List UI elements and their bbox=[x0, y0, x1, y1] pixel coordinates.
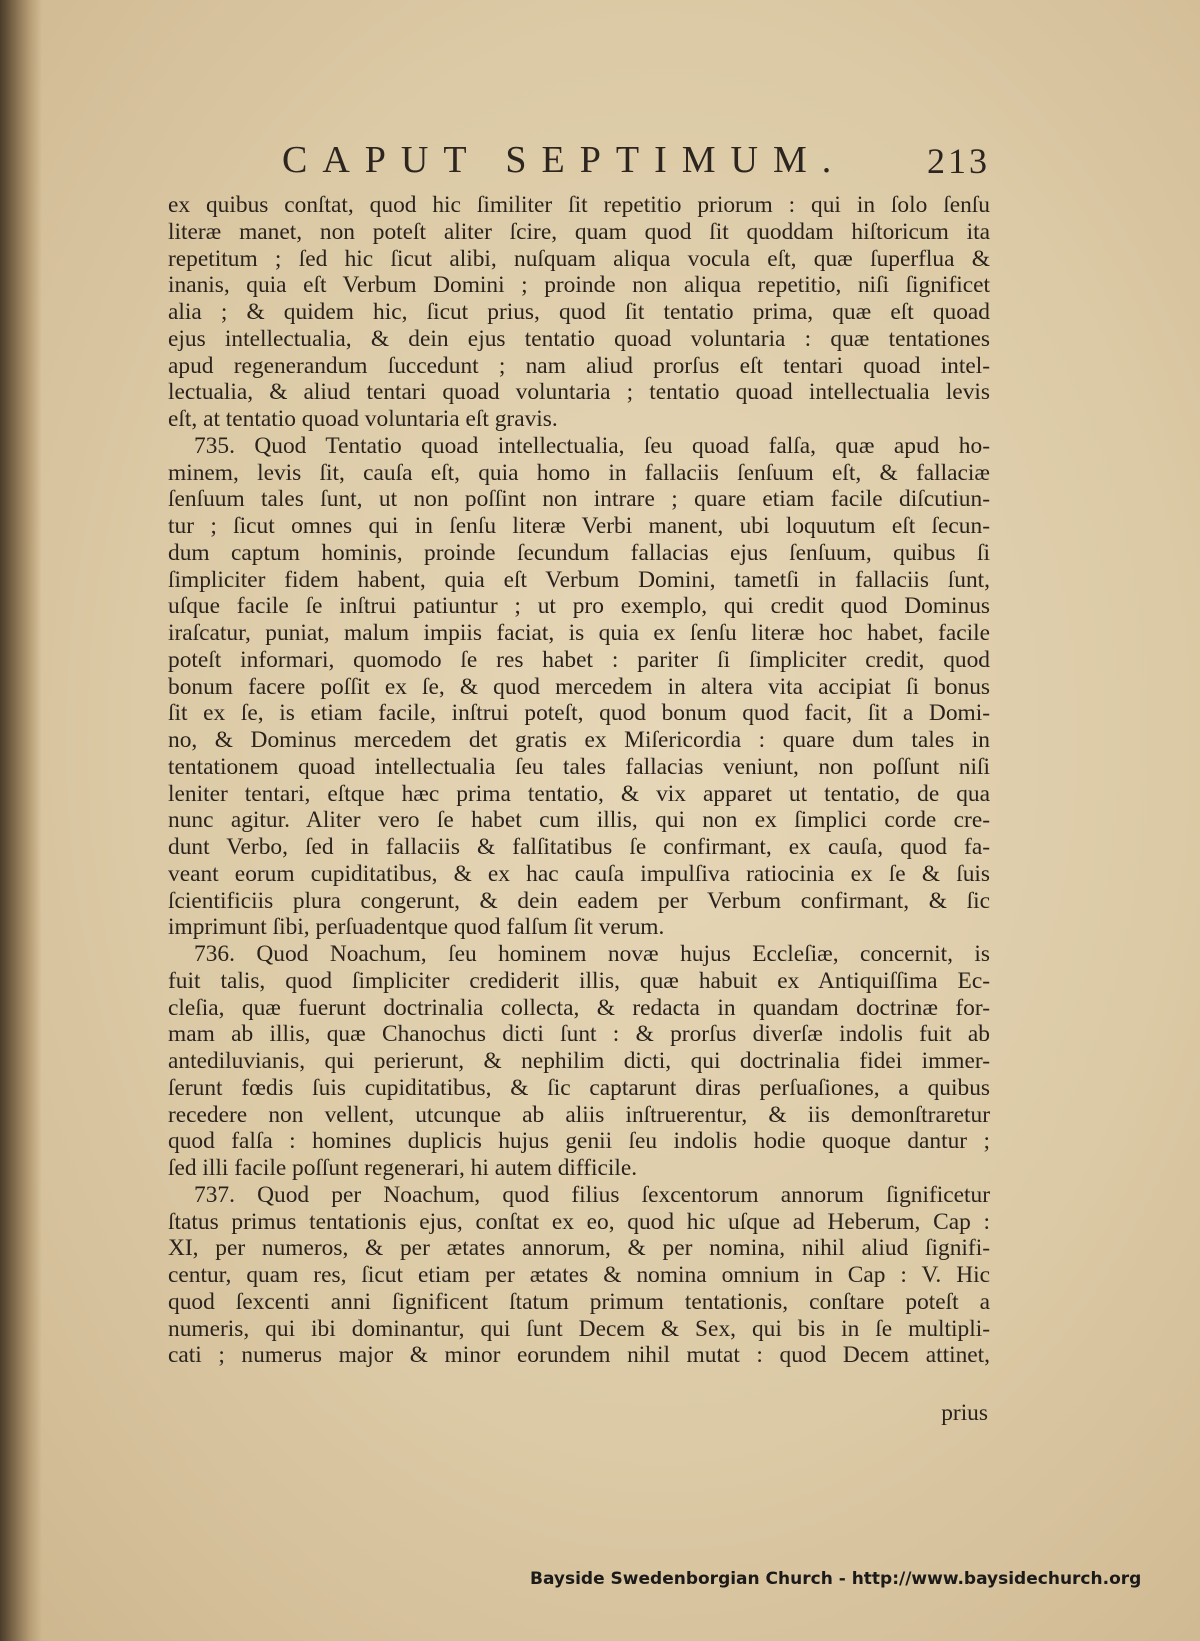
text-line: fuit talis, quod ſimpliciter crediderit illis, quæ habuit ex Antiquiſſima Ec- bbox=[168, 967, 990, 994]
text-line: quod falſa : homines duplicis hujus genii ſeu indolis hodie quoque dantur ; bbox=[168, 1128, 990, 1155]
paragraph-735 bbox=[168, 433, 990, 941]
text-line: 735. Quod Tentatio quoad intellectualia, ſeu quoad falſa, quæ apud ho- bbox=[194, 432, 990, 459]
catchword: prius bbox=[941, 1400, 988, 1426]
text-line: leniter tentari, eſtque hæc prima tentatio, & vix apparet ut tentatio, de qua bbox=[168, 780, 990, 807]
text-line: dunt Verbo, ſed in fallaciis & falſitatibus ſe confirmant, ex cauſa, quod fa- bbox=[168, 834, 990, 860]
text-line: nunc agitur. Aliter vero ſe habet cum illis, qui non ex ſimplici corde cre- bbox=[168, 807, 990, 834]
text-line: mam ab illis, quæ Chanochus dicti ſunt : & prorſus diverſæ indolis fuit ab bbox=[168, 1021, 990, 1048]
text-line: tentationem quoad intellectualia ſeu tales fallacias veniunt, non poſſunt niſi bbox=[168, 753, 990, 780]
text-line: ex quibus conſtat, quod hic ſimiliter ſit repetitio priorum : qui in ſolo ſenſu bbox=[168, 192, 990, 218]
text-line: dum captum hominis, proinde ſecundum fallacias ejus ſenſuum, quibus ſi bbox=[168, 539, 990, 566]
text-line: literæ manet, non poteſt aliter ſcire, quam quod ſit quoddam hiſtoricum ita bbox=[168, 218, 990, 245]
text-line: antediluvianis, qui perierunt, & nephilim dicti, qui doctrinalia fidei immer- bbox=[168, 1048, 990, 1074]
text-line: ſenſuum tales ſunt, ut non poſſint non intrare ; quare etiam facile diſcutiun- bbox=[168, 486, 990, 513]
text-line: numeris, qui ibi dominantur, qui ſunt Decem & Sex, qui bis in ſe multipli- bbox=[168, 1315, 990, 1342]
footer-credit: Bayside Swedenborgian Church - http://www.baysidechurch.org bbox=[530, 1569, 1142, 1589]
running-title: CAPUT SEPTIMUM. bbox=[282, 139, 847, 181]
text-line: lectualia, & aliud tentari quoad voluntaria ; tentatio quoad intellectualia levis bbox=[168, 379, 990, 406]
text-line: ſimpliciter fidem habent, quia eſt Verbum Domini, tametſi in fallaciis ſunt, bbox=[168, 566, 990, 593]
text-line: inanis, quia eſt Verbum Domini ; proinde non aliqua repetitio, niſi ſignificet bbox=[168, 272, 990, 299]
paragraph-737 bbox=[168, 1182, 990, 1369]
text-line: bonum facere poſſit ex ſe, & quod mercedem in altera vita accipiat ſi bonus bbox=[168, 673, 990, 700]
text-line: poteſt informari, quomodo ſe res habet : pariter ſi ſimpliciter credit, quod bbox=[168, 646, 990, 673]
text-line: uſque facile ſe inſtrui patiuntur ; ut pro exemplo, qui credit quod Dominus bbox=[168, 593, 990, 620]
text-line: ſed illi facile poſſunt regenerari, hi autem difficile. bbox=[168, 1155, 638, 1181]
text-line: imprimunt ſibi, perſuadentque quod falſum ſit verum. bbox=[168, 914, 665, 941]
text-line: 737. Quod per Noachum, quod filius ſexcentorum annorum ſignificetur bbox=[194, 1181, 990, 1208]
page-number: 213 bbox=[927, 141, 990, 181]
text-line: recedere non vellent, utcunque ab aliis inſtruerentur, & iis demonſtraretur bbox=[168, 1101, 990, 1128]
text-line: ejus intellectualia, & dein ejus tentatio quoad voluntaria : quæ tentationes bbox=[168, 325, 990, 352]
text-line: cleſia, quæ fuerunt doctrinalia collecta, & redacta in quandam doctrinæ for- bbox=[168, 994, 990, 1021]
text-line: ſit ex ſe, is etiam facile, inſtrui poteſt, quod bonum quod facit, ſit a Domi- bbox=[168, 700, 990, 727]
text-line: centur, quam res, ſicut etiam per ætates & nomina omnium in Cap : V. Hic bbox=[168, 1262, 990, 1288]
text-line: ſcientificiis plura congerunt, & dein eadem per Verbum confirmant, & ſic bbox=[168, 887, 990, 914]
text-line: ſerunt fœdis ſuis cupiditatibus, & ſic captarunt diras perſuaſiones, a quibus bbox=[168, 1074, 990, 1101]
binding-shadow bbox=[0, 0, 42, 1641]
paragraph-736 bbox=[168, 941, 990, 1182]
text-line: repetitum ; ſed hic ſicut alibi, nuſquam aliqua vocula eſt, quæ ſuperflua & bbox=[168, 245, 990, 272]
text-line: quod ſexcenti anni ſignificent ſtatum primum tentationis, conſtare poteſt a bbox=[168, 1288, 990, 1315]
text-line: alia ; & quidem hic, ſicut prius, quod ſit tentatio prima, quæ eſt quoad bbox=[168, 299, 990, 325]
text-line: tur ; ſicut omnes qui in ſenſu literæ Verbi manent, ubi loquutum eſt ſecun- bbox=[168, 513, 990, 539]
text-line: apud regenerandum ſuccedunt ; nam aliud prorſus eſt tentari quoad intel- bbox=[168, 352, 990, 379]
text-line: 736. Quod Noachum, ſeu hominem novæ hujus Eccleſiæ, concernit, is bbox=[194, 941, 990, 967]
page-header bbox=[170, 138, 990, 188]
text-line: no, & Dominus mercedem det gratis ex Miſericordia : quare dum tales in bbox=[168, 727, 990, 753]
text-line: iraſcatur, puniat, malum impiis faciat, is quia ex ſenſu literæ hoc habet, facile bbox=[168, 620, 990, 646]
paragraph-continued bbox=[168, 192, 990, 433]
text-line: eſt, at tentatio quoad voluntaria eſt gravis. bbox=[168, 406, 558, 432]
body-text bbox=[168, 192, 990, 1369]
text-line: ſtatus primus tentationis ejus, conſtat ex eo, quod hic uſque ad Heberum, Cap : bbox=[168, 1208, 990, 1235]
text-line: XI, per numeros, & per ætates annorum, & per nomina, nihil aliud ſignifi- bbox=[168, 1235, 990, 1262]
text-line: minem, levis ſit, cauſa eſt, quia homo in fallaciis ſenſuum eſt, & fallaciæ bbox=[168, 459, 990, 486]
text-line: cati ; numerus major & minor eorundem nihil mutat : quod Decem attinet, bbox=[168, 1342, 990, 1369]
text-line: veant eorum cupiditatibus, & ex hac cauſa impulſiva ratiocinia ex ſe & ſuis bbox=[168, 860, 990, 887]
